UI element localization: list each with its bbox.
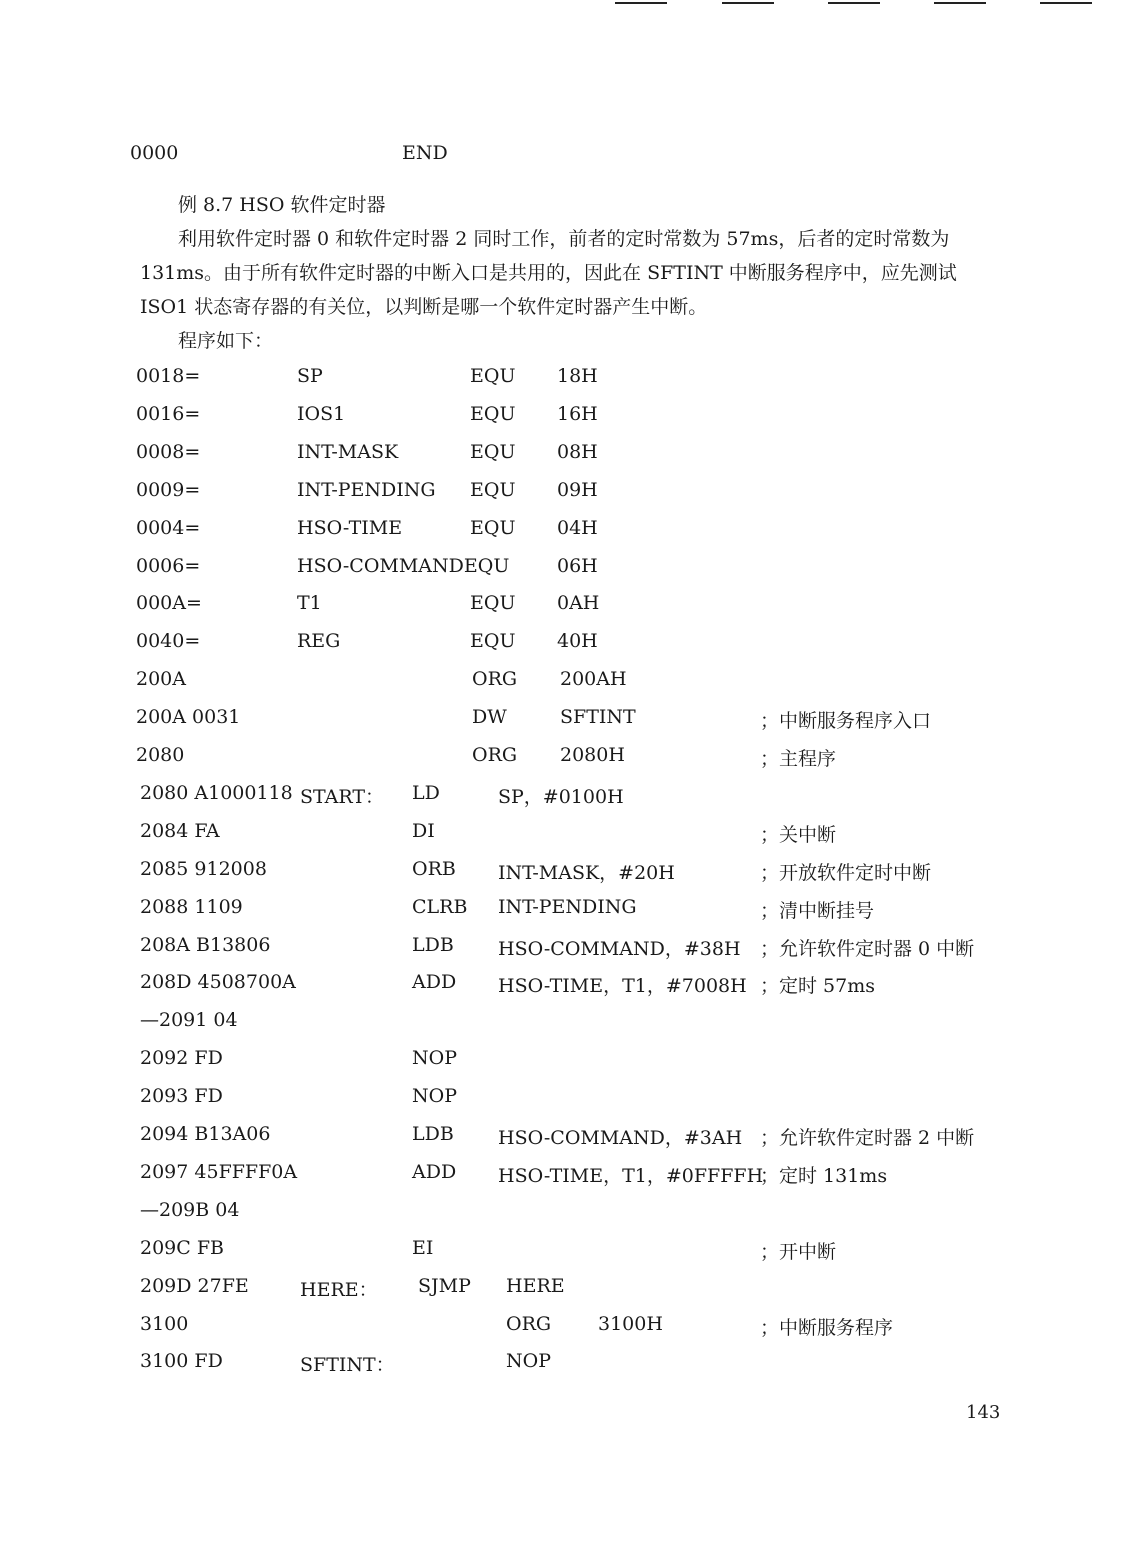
- code-op: LDB: [412, 933, 454, 956]
- code-operand: HSO-TIME，T1，#0FFFFH: [498, 1164, 764, 1187]
- code-addr: —209B 04: [140, 1198, 240, 1221]
- code-op: EQU: [470, 478, 516, 501]
- code-addr: 0016=: [136, 402, 201, 425]
- code-addr: 2094 B13A06: [140, 1123, 271, 1145]
- code-addr: 000A=: [136, 592, 202, 615]
- code-addr: 0004=: [136, 516, 201, 539]
- program-intro: 程序如下：: [178, 330, 274, 352]
- code-addr: 200A: [136, 668, 186, 691]
- code-comment: ；开放软件定时中断: [760, 861, 932, 884]
- code-op: NOP: [412, 1085, 457, 1108]
- code-operand: SP，#0100H: [498, 785, 624, 808]
- code-operand: 2080H: [560, 744, 625, 766]
- code-comment: ；关中断: [760, 823, 837, 846]
- code-addr: 2088 1109: [140, 895, 243, 918]
- code-addr: 2097 45FFFF0A: [140, 1160, 298, 1183]
- code-label: HSO-COMMANDEQU: [297, 554, 510, 577]
- top-rule: [722, 2, 774, 4]
- code-operand: HSO-TIME，T1，#7008H: [498, 975, 747, 998]
- code-operand: 06H: [557, 554, 598, 577]
- top-rule: [615, 2, 667, 4]
- code-addr: 2080: [136, 744, 185, 766]
- code-addr: 2080 A1000118: [140, 781, 293, 804]
- code-op: ORG: [472, 668, 518, 691]
- code-label: T1: [297, 592, 322, 615]
- code-operand: 200AH: [560, 668, 627, 691]
- code-operand: 40H: [557, 630, 598, 653]
- code-op: ADD: [412, 1160, 457, 1183]
- page-number: 143: [966, 1402, 1001, 1423]
- code-op: EQU: [470, 630, 516, 653]
- code-comment: ；允许软件定时器 2 中断: [760, 1127, 975, 1149]
- code-label: REG: [297, 630, 341, 653]
- code-comment: ；允许软件定时器 0 中断: [760, 937, 975, 960]
- code-addr: 2084 FA: [140, 819, 220, 842]
- code-operand: INT-MASK，#20H: [498, 861, 675, 884]
- code-op: ORB: [412, 857, 456, 880]
- code-label: HERE：: [300, 1278, 378, 1301]
- code-op: EI: [412, 1236, 434, 1259]
- code-op: EQU: [470, 365, 516, 387]
- code-operand: 16H: [557, 402, 598, 425]
- code-comment: ；中断服务程序入口: [760, 710, 932, 733]
- code-op: LDB: [412, 1123, 454, 1145]
- code-label: START：: [300, 785, 385, 808]
- code-label: INT-MASK: [297, 440, 399, 463]
- code-operand: 0AH: [557, 592, 600, 615]
- code-comment: ；定时 57ms: [760, 975, 875, 998]
- code-op: ORG: [472, 744, 518, 766]
- top-rule: [1040, 2, 1092, 4]
- end-line-label: END: [402, 142, 448, 164]
- code-op: EQU: [470, 516, 516, 539]
- code-op: NOP: [506, 1350, 551, 1373]
- code-operand: 09H: [557, 478, 598, 501]
- code-op: EQU: [470, 592, 516, 615]
- code-addr: 0040=: [136, 630, 201, 653]
- code-addr: 3100: [140, 1312, 189, 1335]
- code-addr: 200A 0031: [136, 706, 241, 729]
- code-op: LD: [412, 781, 440, 804]
- code-label: SFTINT：: [300, 1354, 395, 1377]
- code-addr: 0009=: [136, 478, 201, 501]
- code-addr: 209C FB: [140, 1236, 224, 1259]
- code-comment: ；定时 131ms: [760, 1164, 888, 1187]
- code-label: INT-PENDING: [297, 478, 436, 501]
- text-block: [140, 188, 1010, 358]
- code-addr: 208A B13806: [140, 933, 271, 956]
- code-op: CLRB: [412, 895, 468, 918]
- code-addr: 3100 FD: [140, 1350, 223, 1373]
- code-op: DI: [412, 819, 435, 842]
- code-addr: 2092 FD: [140, 1047, 223, 1070]
- code-operand: 3100H: [598, 1312, 663, 1335]
- code-operand: SFTINT: [560, 706, 636, 729]
- code-comment: ；中断服务程序: [760, 1316, 894, 1339]
- code-operand: HSO-COMMAND，#3AH: [498, 1127, 743, 1149]
- code-addr: 2093 FD: [140, 1085, 223, 1108]
- top-rule: [828, 2, 880, 4]
- code-comment: ；清中断挂号: [760, 899, 875, 922]
- code-op: EQU: [470, 402, 516, 425]
- code-addr: 0018=: [136, 365, 201, 387]
- code-addr: 2085 912008: [140, 857, 267, 880]
- intro-paragraph: 利用软件定时器 0 和软件定时器 2 同时工作，前者的定时常数为 57ms，后者的定时常数为 131ms。由于所有软件定时器的中断入口是共用的，因此在 SFTINT 中断服务程序中，应先测试 ISO1 状态寄存器的有关位，以判断是哪一个软件定时器产生中断。: [140, 228, 957, 318]
- code-addr: 208D 4508700A: [140, 971, 296, 994]
- code-op: DW: [472, 706, 507, 729]
- code-op: EQU: [470, 440, 516, 463]
- code-op: NOP: [412, 1047, 457, 1070]
- code-comment: ；主程序: [760, 748, 837, 770]
- example-title: 例 8.7 HSO 软件定时器: [178, 194, 386, 216]
- code-addr: 209D 27FE: [140, 1274, 249, 1297]
- code-operand: 08H: [557, 440, 598, 463]
- code-label: IOS1: [297, 402, 346, 425]
- code-operand: 18H: [557, 365, 598, 387]
- code-addr: —2091 04: [140, 1009, 238, 1032]
- code-label: SP: [297, 365, 323, 387]
- code-operand: HERE: [506, 1274, 565, 1297]
- code-comment: ；开中断: [760, 1240, 837, 1263]
- code-addr: 0008=: [136, 440, 201, 463]
- code-operand: INT-PENDING: [498, 895, 637, 918]
- code-op: SJMP: [418, 1274, 471, 1297]
- code-operand: 04H: [557, 516, 598, 539]
- end-line-addr: 0000: [130, 142, 179, 164]
- code-operand: HSO-COMMAND，#38H: [498, 937, 741, 960]
- top-rule: [934, 2, 986, 4]
- code-op: ADD: [412, 971, 457, 994]
- code-addr: 0006=: [136, 554, 201, 577]
- code-label: HSO-TIME: [297, 516, 403, 539]
- code-op: ORG: [506, 1312, 552, 1335]
